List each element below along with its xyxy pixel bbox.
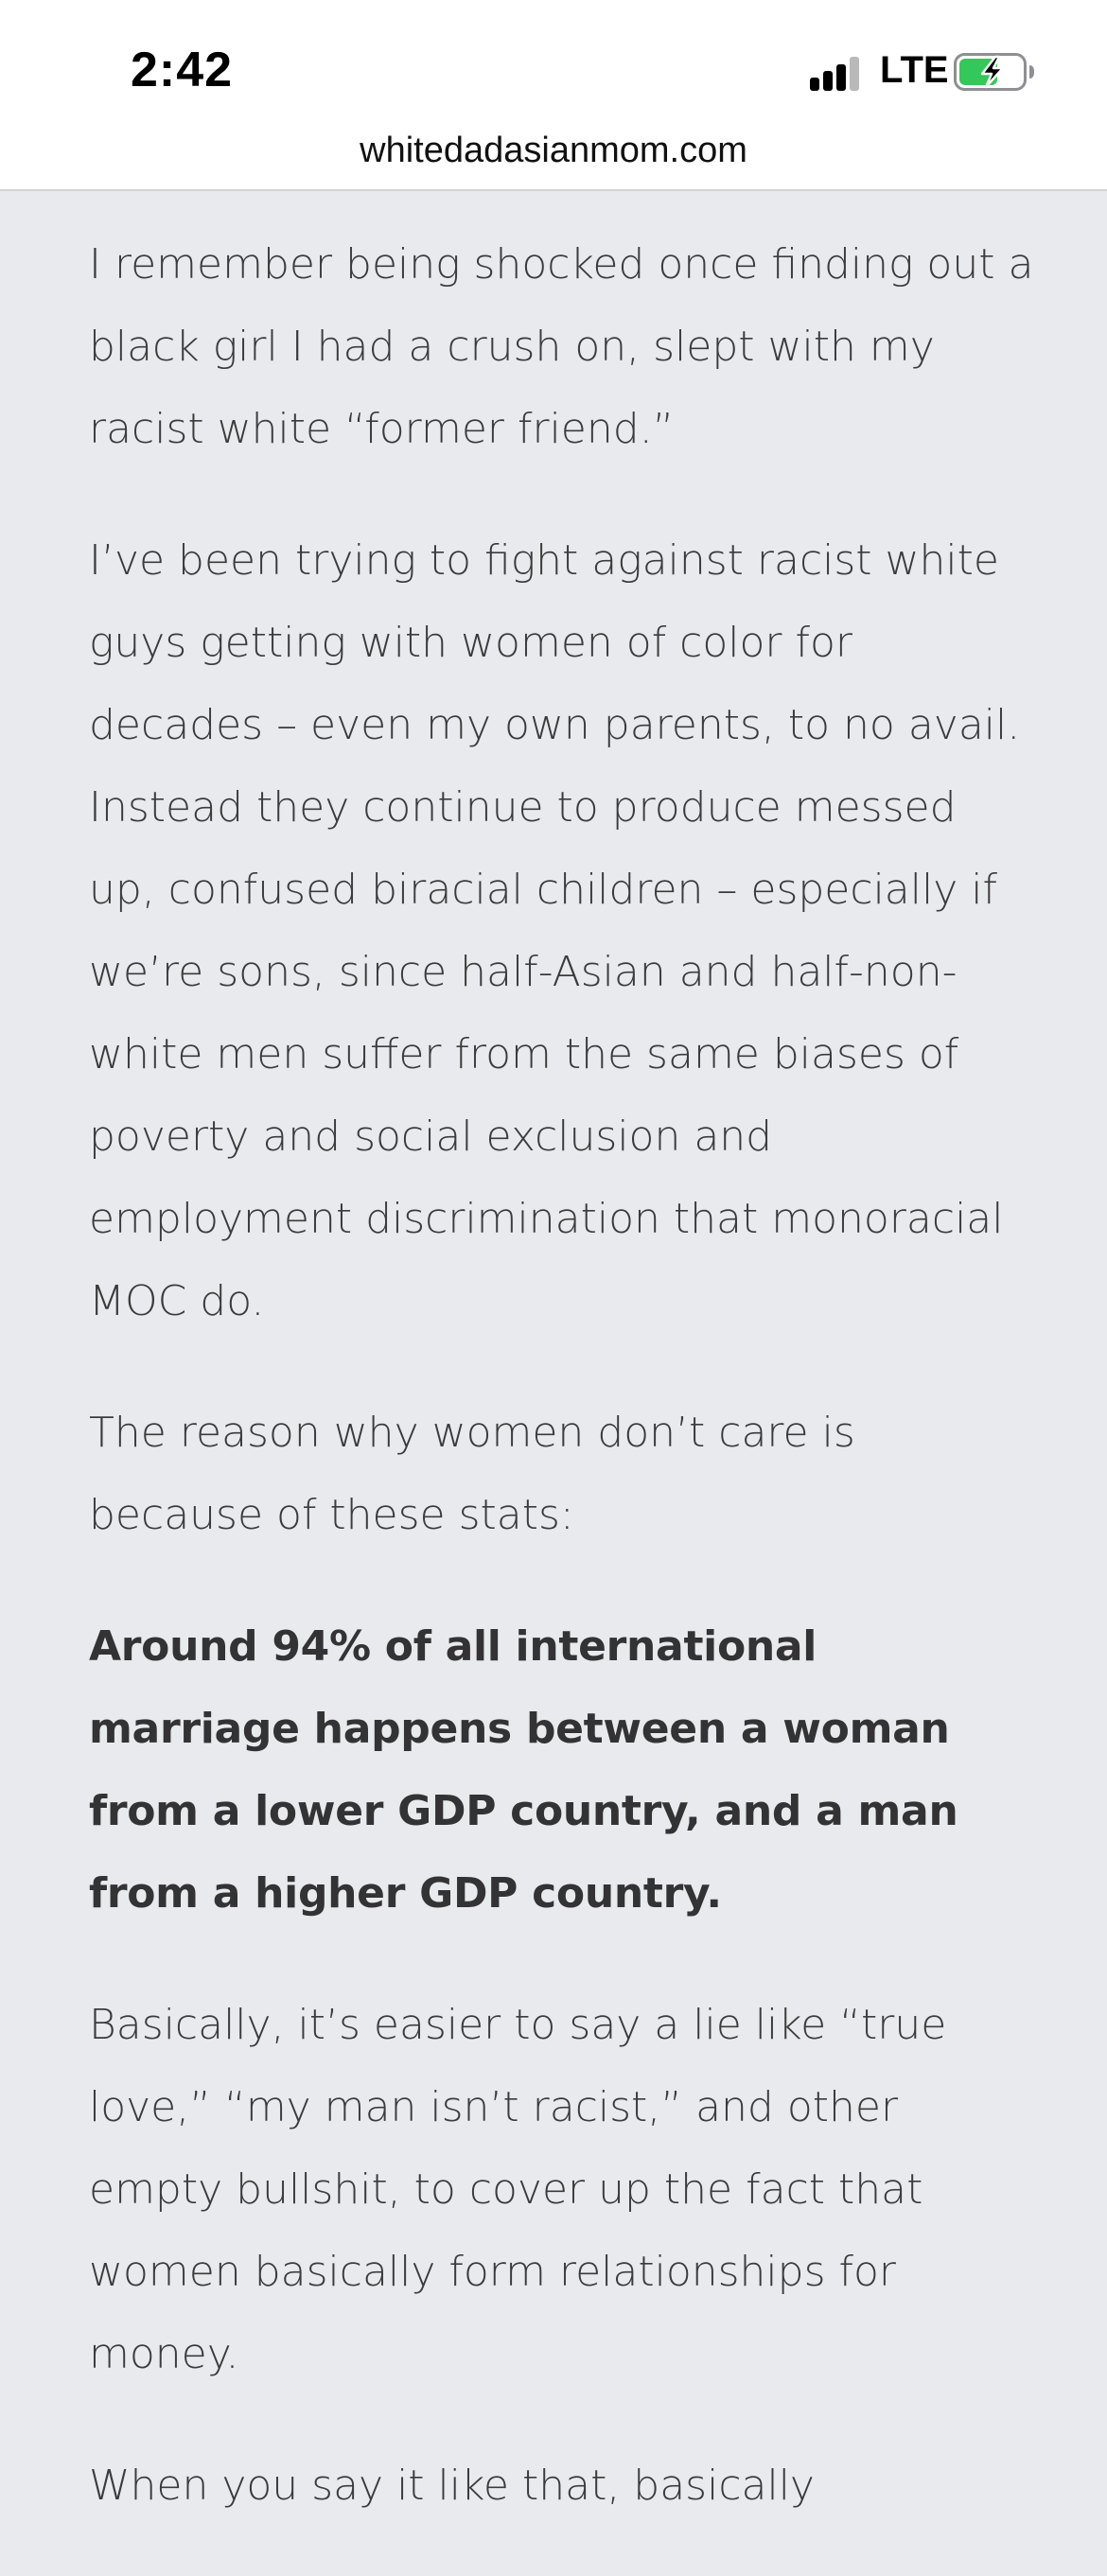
cellular-signal-icon — [810, 55, 863, 91]
status-time: 2:42 — [131, 43, 234, 97]
article-paragraph: The reason why women don’t care is because of these stats: — [89, 1409, 855, 1539]
network-type-label: LTE — [880, 49, 949, 91]
address-bar[interactable] — [0, 123, 1107, 191]
article-paragraph: I’ve been trying to fight against racist white guys getting with women of color for decades – even my own parents, to no avail. Instead they continue to produce messed up, confused biracial children – especially if we’re sons, since half-Asian and half-non-white men suffer from the same biases of poverty and social exclusion and employment discrimination that monoracial MOC do. — [89, 536, 1021, 1325]
article-body — [89, 223, 1035, 2576]
url-text[interactable]: whitedadasianmom.com — [360, 131, 747, 170]
status-bar — [0, 0, 1107, 132]
article-bold-paragraph: Around 94% of all international marriage happens between a woman from a lower GDP country, and a man from a higher GDP country. — [89, 1622, 958, 1918]
article-paragraph: When you say it like that, basically — [89, 2462, 815, 2510]
article-paragraph: Basically, it’s easier to say a lie like “true love,” “my man isn’t racist,” and other empty bullshit, to cover up the fact that women basically form relationships for money. — [89, 2001, 947, 2378]
article-paragraph: I remember being shocked once finding out a black girl I had a crush on, slept with my racist white “former friend.” — [89, 240, 1034, 453]
battery-charging-icon — [954, 53, 1035, 91]
